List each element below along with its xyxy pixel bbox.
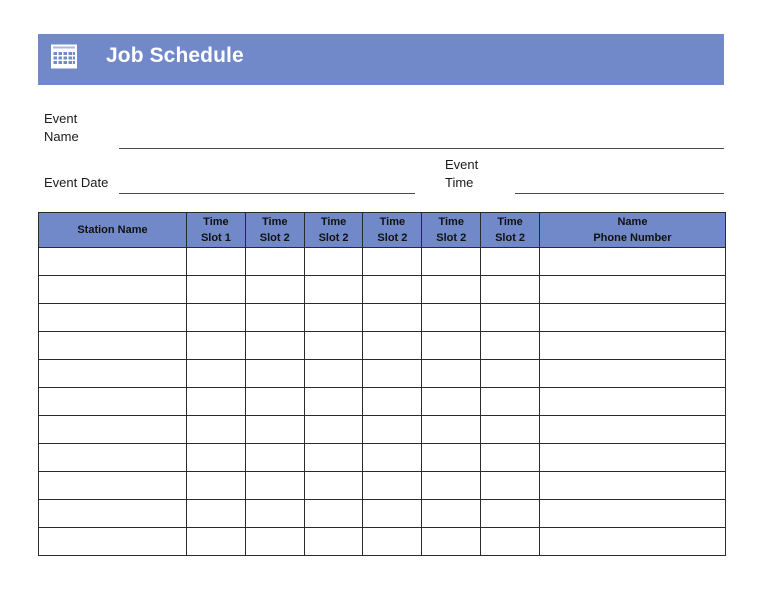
table-cell[interactable] xyxy=(422,360,481,388)
table-cell[interactable] xyxy=(539,332,725,360)
table-cell[interactable] xyxy=(39,304,187,332)
column-header-text: Slot 2 xyxy=(377,232,408,244)
table-cell[interactable] xyxy=(39,332,187,360)
table-row xyxy=(39,248,726,276)
table-cell[interactable] xyxy=(363,248,422,276)
column-header-name-phone xyxy=(539,213,725,248)
table-cell[interactable] xyxy=(39,444,187,472)
table-cell[interactable] xyxy=(245,304,304,332)
table-cell[interactable] xyxy=(187,500,246,528)
table-row xyxy=(39,472,726,500)
table-cell[interactable] xyxy=(363,332,422,360)
table-cell[interactable] xyxy=(422,276,481,304)
column-header-text: Time xyxy=(438,216,464,228)
column-header-text: Time xyxy=(320,216,347,228)
column-header-text: Time xyxy=(262,216,288,228)
table-cell[interactable] xyxy=(304,416,363,444)
table-header-row xyxy=(39,213,726,248)
table-row xyxy=(39,416,726,444)
column-header-time-slot-5 xyxy=(422,213,481,248)
table-cell[interactable] xyxy=(539,528,725,556)
table-cell[interactable] xyxy=(481,360,540,388)
table-cell[interactable] xyxy=(304,500,363,528)
table-cell[interactable] xyxy=(304,248,363,276)
table-cell[interactable] xyxy=(363,528,422,556)
page-title: Job Schedule xyxy=(106,44,244,67)
table-cell[interactable] xyxy=(481,332,540,360)
table-cell[interactable] xyxy=(187,332,246,360)
table-cell[interactable] xyxy=(481,304,540,332)
table-cell[interactable] xyxy=(245,332,304,360)
table-cell[interactable] xyxy=(187,276,246,304)
column-header-time-slot-6 xyxy=(481,213,540,248)
event-date-field[interactable] xyxy=(119,193,415,194)
event-time-field[interactable] xyxy=(515,193,724,194)
column-header-time-slot-2 xyxy=(245,213,304,248)
table-cell[interactable] xyxy=(481,444,540,472)
event-time-label xyxy=(445,156,505,192)
table-cell[interactable] xyxy=(539,500,725,528)
table-cell[interactable] xyxy=(422,388,481,416)
table-cell[interactable] xyxy=(481,472,540,500)
table-cell[interactable] xyxy=(481,528,540,556)
table-cell[interactable] xyxy=(304,472,363,500)
event-date-label: Event Date xyxy=(44,175,109,190)
event-name-field[interactable] xyxy=(119,148,724,149)
table-cell[interactable] xyxy=(481,500,540,528)
schedule-table xyxy=(38,212,726,556)
table-cell[interactable] xyxy=(539,388,725,416)
table-cell[interactable] xyxy=(39,248,187,276)
table-cell[interactable] xyxy=(539,416,725,444)
table-cell[interactable] xyxy=(245,500,304,528)
table-cell[interactable] xyxy=(245,472,304,500)
event-name-label-line2: Name xyxy=(44,129,79,144)
table-cell[interactable] xyxy=(39,276,187,304)
table-cell[interactable] xyxy=(304,332,363,360)
table-cell[interactable] xyxy=(39,416,187,444)
table-cell[interactable] xyxy=(39,472,187,500)
column-header-text: Slot 2 xyxy=(495,232,526,244)
column-header-text: Slot 2 xyxy=(259,232,290,244)
column-header-time-slot-1 xyxy=(187,213,246,248)
schedule-table-body xyxy=(39,248,726,556)
column-header-time-slot-4 xyxy=(363,213,422,248)
column-header-text: Slot 2 xyxy=(436,232,467,244)
table-row xyxy=(39,388,726,416)
table-cell[interactable] xyxy=(481,248,540,276)
table-cell[interactable] xyxy=(481,416,540,444)
table-cell[interactable] xyxy=(539,444,725,472)
table-cell[interactable] xyxy=(187,416,246,444)
table-cell[interactable] xyxy=(422,416,481,444)
calendar-icon xyxy=(51,43,77,69)
table-cell[interactable] xyxy=(422,248,481,276)
table-cell[interactable] xyxy=(363,500,422,528)
table-cell[interactable] xyxy=(39,528,187,556)
table-cell[interactable] xyxy=(363,360,422,388)
table-cell[interactable] xyxy=(39,360,187,388)
column-header-text: Phone Number xyxy=(593,232,672,244)
table-row xyxy=(39,276,726,304)
table-cell[interactable] xyxy=(539,472,725,500)
column-header-text: Slot 2 xyxy=(318,232,349,244)
table-cell[interactable] xyxy=(304,444,363,472)
column-header-text: Name xyxy=(617,216,648,228)
table-cell[interactable] xyxy=(422,332,481,360)
table-cell[interactable] xyxy=(363,444,422,472)
table-cell[interactable] xyxy=(304,360,363,388)
table-cell[interactable] xyxy=(539,276,725,304)
table-cell[interactable] xyxy=(539,360,725,388)
event-name-label-line1: Event xyxy=(44,111,78,126)
table-cell[interactable] xyxy=(363,388,422,416)
table-row xyxy=(39,360,726,388)
table-cell[interactable] xyxy=(304,304,363,332)
table-cell[interactable] xyxy=(245,416,304,444)
column-header-text: Time xyxy=(497,216,523,228)
table-cell[interactable] xyxy=(481,388,540,416)
table-cell[interactable] xyxy=(304,528,363,556)
table-cell[interactable] xyxy=(245,360,304,388)
event-time-label-line1: Event xyxy=(445,157,479,172)
event-name-label xyxy=(44,110,104,146)
table-row xyxy=(39,528,726,556)
event-time-label-line2: Time xyxy=(445,175,474,190)
table-cell[interactable] xyxy=(539,304,725,332)
column-header-text: Time xyxy=(203,216,229,228)
table-cell[interactable] xyxy=(363,416,422,444)
table-cell[interactable] xyxy=(187,248,246,276)
table-cell[interactable] xyxy=(245,388,304,416)
table-cell[interactable] xyxy=(39,500,187,528)
table-cell[interactable] xyxy=(187,528,246,556)
table-cell[interactable] xyxy=(187,444,246,472)
table-cell[interactable] xyxy=(422,304,481,332)
table-cell[interactable] xyxy=(481,276,540,304)
table-cell[interactable] xyxy=(245,444,304,472)
column-header-time-slot-3 xyxy=(304,213,363,248)
table-cell[interactable] xyxy=(39,388,187,416)
table-cell[interactable] xyxy=(245,248,304,276)
table-cell[interactable] xyxy=(245,528,304,556)
table-cell[interactable] xyxy=(539,248,725,276)
table-cell[interactable] xyxy=(187,472,246,500)
table-cell[interactable] xyxy=(363,276,422,304)
table-cell[interactable] xyxy=(422,444,481,472)
header-banner xyxy=(38,34,724,85)
table-cell[interactable] xyxy=(187,360,246,388)
column-header-text: Time xyxy=(379,216,406,228)
table-cell[interactable] xyxy=(422,500,481,528)
column-header-text: Station Name xyxy=(77,224,148,236)
table-cell[interactable] xyxy=(304,276,363,304)
table-cell[interactable] xyxy=(363,472,422,500)
table-cell[interactable] xyxy=(187,304,246,332)
table-cell[interactable] xyxy=(422,528,481,556)
table-cell[interactable] xyxy=(304,388,363,416)
table-cell[interactable] xyxy=(187,388,246,416)
table-row xyxy=(39,444,726,472)
table-row xyxy=(39,332,726,360)
column-header-text: Slot 1 xyxy=(200,232,231,244)
table-row xyxy=(39,500,726,528)
table-row xyxy=(39,304,726,332)
column-header-station-name xyxy=(39,213,187,248)
table-cell[interactable] xyxy=(245,276,304,304)
table-cell[interactable] xyxy=(422,472,481,500)
table-cell[interactable] xyxy=(363,304,422,332)
